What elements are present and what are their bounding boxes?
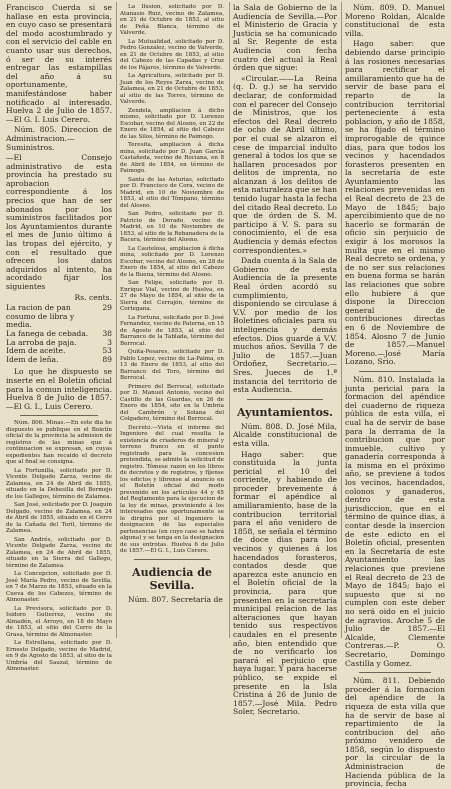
notice-809-heading: Núm. 809. D. Manuel Moreno Roldan, Alcalde constitucional de esta villa. [345,3,445,38]
notice-809-body: Hago saber: que debiendo darse principio á las rosiones necesarias para rectificar el amillaramiento que ha de servir de base para el reparto de la contribucion territorial perteneciente á esta poblacion, y año de 1858, se ha fijado el término improrogable de quince dias, para que todos los vecinos y hacendados forasteros presenten en la secretaría de este Ayuntamiento las relaciones prevenidas en el Real decreto de 23 de Mayo de 1845; bajo apercibimiento que de no hacerlo se formarán de oficio sin perjuicio de exigir á los morosos la multa que en el mismo Real decreto se ordena, y de no ser sus relaciones en buena forma se harán las relaciones que sobre ello hubiere á que dispone la Direccion general de contribuciones directas en 6 de Noviembre de 1854. Alosno 7 de Junio de 1857.—Manuel Moreno.—José María Lozano, Srio. [345,39,445,367]
mine-entry: Teresita, ampliacion á dicha mina, solicitado por D. Juan García Castañeda, vecino de Rociana, en 8 de Abril de 1854, en término de Paimogo. [120,142,224,174]
notice-806-heading: Núm. 806. Minas.—En este dia he dispuesto se publique en el Boletín oficial de la provincia la admision de registros de las minas que á continuacion se expresan, en cuyas expedientes han recaido el decreto que al final se consigna. [6,420,112,466]
price-row [6,356,112,365]
notice-807-heading: Núm. 807. Secretaría de [128,594,223,604]
column-1 [4,3,114,673]
column-3 [231,3,339,717]
price-value: 38 [102,328,112,338]
price-item: Idem de aceite. [6,346,66,356]
column-divider [229,2,230,638]
section-divider [134,559,210,560]
notice-808-body: Hago saber: que constituida la junta pericial el 10 del corriente, y habiendo de proceder brevemente á formar el apéndice al amillaramiento, base de la contribucion territorial para el año venidero de 1858, se señala el término de doce dias para los vecinos y quienes á los hacendados forasteros, contados desde que aparezca este anuncio en el Boletín oficial de la provincia, para que presenten en la secretaría municipal relacion de las alteraciones que hayan tenido sus respectivos caudales en el presente año, bien entendido que de no verificarlo los parará el perjuicio que haya lugar. Y para hacerse público, se expide el presente en la Isla Cristina á 26 de Junio de 1857.—José Mila. Pedro Soler, Secretario. [233,449,337,717]
notice-805-body: —El Consejo administrativo de esta provincia ha prestado su aprobacion correspondiente á los precios que han de ser abonados por los suministros facilitados por los Ayuntamientos durante el mes de Junio último á las tropas del ejército, y con el resultado que ofrecen los datos adquiridos al intento, ha acordado fijar los siguientes [6,153,112,291]
column-2 [118,4,226,640]
price-value: 3 [107,337,112,347]
section-divider [247,399,323,400]
price-item: Idem de leña. [6,354,59,364]
mine-decree: Decreto.—Vista el informe del Ingeniero del cual resulta la existencia de criaderos de mineral y terreno franco en el punto registrado para la concesion pretendida, se admite la solicitud de registro. Tómese razon en los libros de decretos y de registros, y fíjense los edictos y líbrense al anuncio en el Boletín oficial del modo prevenido en los artículos 44 y 45 del Reglamento para la ejecucion de la ley de minas, previniendo á los interesados que oportunamente se le dirigirá por el Ingeniero la designacion de las especiales pertenencias (en cuyo caso se habrá alguna) y se tenga en la designacion de sus entrotas. Huelva 6 de Julio de 1857.—El G. I., Luis Cerero. [120,424,224,554]
mine-entry: La Fortuna, solicitado por D. José Fernandez, vecino de Paterna, en 15 de Agosto de 1853, al sitio del Barranco de la Tablada, término del Berrocal. [120,314,224,347]
mine-entry: La Estrellana, solicitado por D. Ernesto Delgado, vecino de Madrid, en 9 de Agosto de 1853, al sitio de la Umbría del Sauzal, término de Almonaster. [6,640,112,673]
section-heading-ayuntamientos: Ayuntamientos. [237,405,333,419]
notice-810-body: Núm. 810. Instalada la junta pericial para la formacion del apéndice del cuaderno de riqueza pública de esta villa, el cual ha de servir de base para la derrama de la contribucion que por inmueble, cultivo y ganadería corresponda á la misma en el próximo año, se previene á todos los vecinos, hacendados, colonos y ganaderos, dentro de esta jurisdiccion, que en el término de quince dias, á contar desde la insercion de este edicto en el Boletín oficial, presenten en la Secretaría de este Ayuntamiento las relaciones que previene el Real decreto de 23 de Mayo de 1845; bajo el supuesto que si no cumplen con este deber no será oido en el juicio de agravios. Aroche 5 de Julio de 1857.—El Alcalde, Clemente Contreras.—P. O. Secretario, Domingo Castilla y Gomez. [345,374,445,668]
price-item: La racion de pan cosumo de libra y media. [6,303,75,330]
section-divider [359,371,431,372]
notice-805-closing: Lo que he dispuesto se inserte en el Boletín oficial para la comun inteligencia. Huelva 8 de Julio de 1857.—El G. I., Luis Cerero. [6,367,112,411]
notice-807-closing: Dada cuenta á la Sala de Gobierno de esta Audiencia de la presente Real órden acordó su cumplimiento, disponiendo se circulase á V.V. por medio de los Boletines oficiales para su inteligencia y demás efectos. Dios guarde á V.V. muchos años. Sevilla 7 de Julio de 1857.—Juan Ordoñez, Secretario.—Sres. Jueces de 1.ª instancia del territorio de esta Audiencia. [233,256,337,395]
notice-808-heading: Núm. 808. D. José Mila, Alcalde constitucional de esta villa. [233,421,337,448]
notice-intro: Francisco Cuerda si se hallase en esta provincia, en cuyo caso se presentará del modo acostumbrado y con el servicio del cable en cuanto usar sus derechos, ó ser de su interés entregar las estampillas del año á su oportunamente, manifestándose haber notificado al interesado. Huelva 2 de Julio de 1857.—El G. I. Luis Cerero. [6,3,112,124]
price-value: 53 [102,346,112,356]
mine-entry: Santa de las Asturias, solicitado por D. Francisco de Cora, vecino de Madrid, en 10 de Noviembre de 1853, al sitio del Tómpano, término del Alosno. [120,176,224,209]
mine-entry: Primero del Berrocal, solicitado por D. Manuel Antonio, vecino del Castillo de las Guardas, en 26 de Enero de 1854, sito en la Umbría del Cambrón y Solana del Colgadero, término del Berrocal. [120,383,224,422]
mine-entry: Quita-Pesares, solicitado por D. Pablo Lopez, vecino de La-Palma, en 13 de Enero de 1853, al sitio del Barranco del Toro, término del Berrocal. [120,349,224,381]
mine-entry: San Felipe, solicitado por D. Enrique Vial, vecino de Huelva, en 27 de Mayo de 1854, al sitio de la Sierra del Cerrajón, término de Cortegana. [120,280,224,312]
price-value: 29 [102,303,112,313]
section-divider [359,672,431,673]
mine-entry: San José, solicitado por D. Joaquin Delgado, vecino de Zalamea, en 24 de Abril de 1855, situado en el Cerro de la Cañada del Toril, término de Zalamea. [6,502,112,535]
mine-entry: La Previsora, solicitado por D. Isidoro Gutierrez, vecino de Almadén, el Arroyo, en 18 de Mayo de 1853, al sitio del Cerro de la Grasa, término de Almonaster. [6,605,112,638]
mine-entry: La Cautelosa, ampliacion á dicha mina, solicitado por D. Lorenzo Escobar, vecino del Alosno, en 28 de Enero de 1854, al sitio del Cabezo de la Buena, término del Alosno. [120,245,224,278]
price-value: 89 [102,354,112,364]
price-row [6,304,112,330]
column-4 [343,3,447,789]
mine-entry: San Pedro, solicitado por D. Patricio de Dorado, vecino de Madrid, en 10 de Noviembre de 1853, al sitio de la Rebanadera de la Bacera, término del Alosno. [120,211,224,243]
mine-entry: La Fortunilla, solicitado por D. Vicente Delgado Zarza, vecino de Zalamea, en 24 de Abril de 1855, situado en la Dehesilla del Bermejo de los Gallegos, término de Zalamea. [6,467,112,500]
mine-entry: La Agricultura, solicitado por D. Juan de los Reyes Zarza, vecino de Zalamea, en 21 de Octubre de 1853, al sitio de las Torres, término de Valverde. [120,73,224,105]
mine-entry: San Andrés, solicitado por D. Vicente Delgado Zarza, vecino de Zalamea, en 24 de Abril de 1855, situado en la Sierra del Gallego, término de Zalamea. [6,536,112,569]
units-label: Rs. cents. [74,292,112,302]
price-item: La arroba de paja. [6,337,77,347]
column-divider [341,2,342,638]
mine-entry: Zendela, ampliacion á dicho mismo, solicitado por D. Lorenzo Escobar, vecino del Alosno, en 22 de Enero de 1854, al sitio del Cabezo de las Silos, término de Paimogo. [120,107,224,140]
mine-entry: La Concepcion, solicitado por D. José María Pedro, vecino de Sevilla, en 7 de Marzo de 1853, situado en la Cueva de los Cabezos, término de Almonaster. [6,571,112,604]
notice-805-heading: Núm. 805. Direccion de Administracion.—Suministros. [6,125,112,152]
section-divider [20,415,98,416]
section-heading-audiencia: Audiencia de Sevilla. [132,565,212,592]
column-divider [116,2,117,638]
notice-811-body: Núm. 811. Debiendo proceder á la formacion del apéndice de la riqueza de esta villa que ha de servir de base al repartimiento de la contribucion del año próximo venidero de 1858, según lo dispuesto por la circular de la Administracion de Hacienda pública de la provincia, fecha [345,676,445,789]
mine-entry: La Mutualidad, solicitado por D. Pedro Gonzalez, vecino de Valverde, en 21 de Octubre de 1853, al sitio del Cabezo de las Capadas y Cruz de los Pájaros, término de Valverde. [120,38,224,71]
price-item: La fanega de cebada. [6,328,89,338]
notice-807-circular: «Circular.——La Reina (q. D. g.) se ha servido declarar, de conformidad con el parecer del Consejo de Ministros, que los efectos del Real decreto de ocho de Abril último, por el cual se alzaron el cese de imparcial indulto general á todos los que se hallaren procesados por delitos de imprenta, no alcanzan á los delitos de esta naturaleza que se han tenido lugar hasta la fecha del citado Real decreto. Lo que de órden de S. M. participo á V. S. para su conocimiento, el de esa Audiencia y demás efectos correspondientes.» [233,73,337,255]
mine-entry: La Ilusion, solicitado por D. Atanasio Ruiz, vecino de Zalamea, en 21 de Octubre de 1853, al sitio de Peña Blanca, término de Valverde. [120,4,224,36]
notice-807-intro: la Sala de Gobierno de la Audiencia de Sevilla.—Por el Ministerio de Gracia y Justicia se ha comunicado al Sr. Regente de esta Audiencia con fecha cuatro del actual la Real órden que sigue: [233,3,337,73]
